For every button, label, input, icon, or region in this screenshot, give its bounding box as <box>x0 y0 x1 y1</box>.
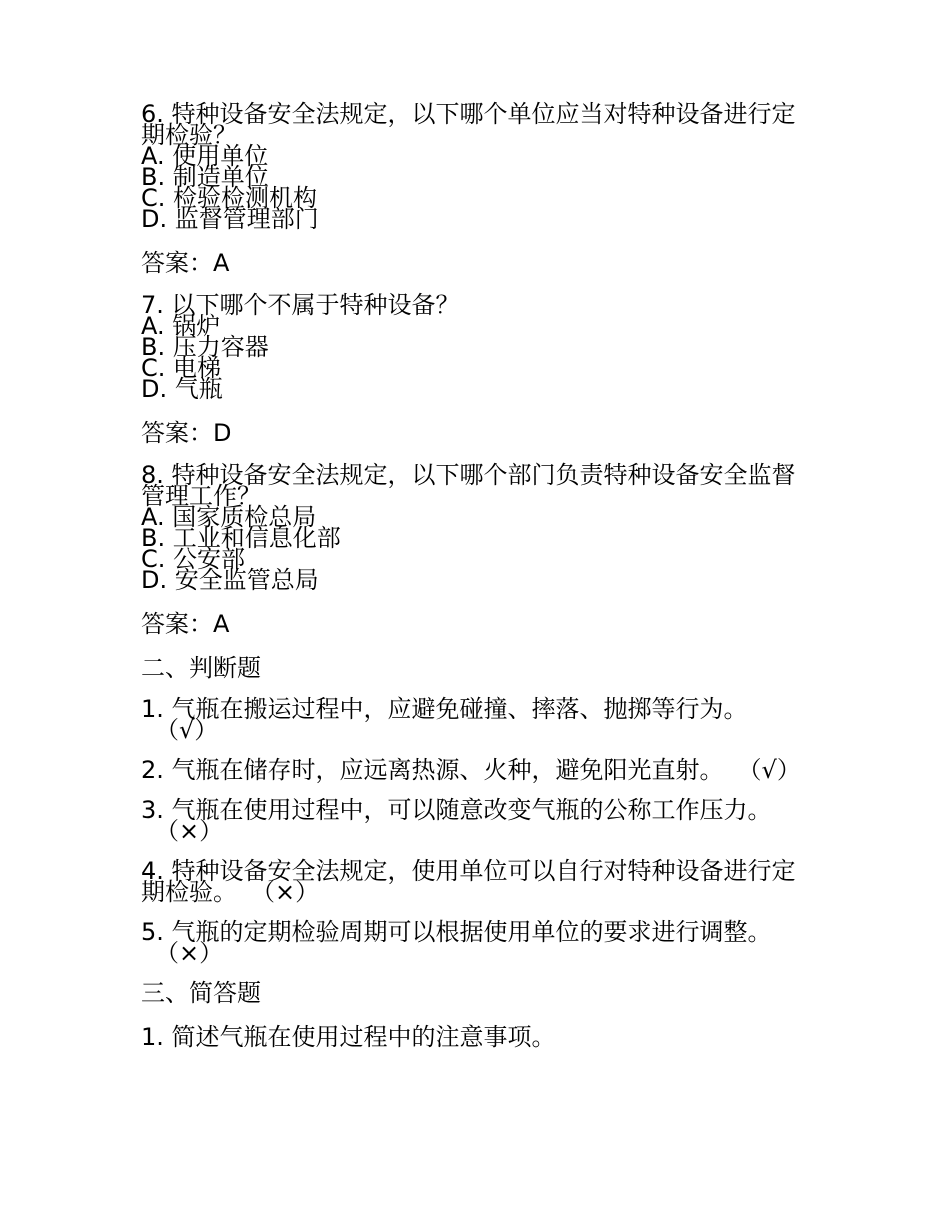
section-heading-true-false: 二、判断题 <box>141 654 261 682</box>
tf-mark: （×） <box>155 817 224 845</box>
tf-text: 2. 气瓶在储存时，应远离热源、火种，避免阳光直射。 <box>141 756 724 784</box>
tf-mark: （×） <box>251 878 320 906</box>
true-false-list <box>141 695 801 967</box>
tf-question-3 <box>141 796 801 845</box>
option-b: B. 制造单位 <box>141 163 269 191</box>
choice-question-6 <box>141 100 801 278</box>
answer-text: 答案：A <box>141 249 230 277</box>
option-b: B. 工业和信息化部 <box>141 524 341 552</box>
tf-text: 3. 气瓶在使用过程中，可以随意改变气瓶的公称工作压力。 <box>141 796 772 824</box>
tf-mark: （×） <box>155 939 224 967</box>
tf-text: 5. 气瓶的定期检验周期可以根据使用单位的要求进行调整。 <box>141 918 772 946</box>
tf-text: 1. 气瓶在搬运过程中，应避免碰撞、摔落、抛掷等行为。 <box>141 695 748 723</box>
tf-question-5 <box>141 918 801 967</box>
tf-question-1 <box>141 695 801 744</box>
answer-text: 答案：D <box>141 419 232 447</box>
option-c: C. 公安部 <box>141 545 246 573</box>
tf-question-2 <box>141 756 801 784</box>
choice-question-8 <box>141 461 801 639</box>
option-b: B. 压力容器 <box>141 333 269 361</box>
tf-question-4 <box>141 857 801 906</box>
short-answer-question-1: 1. 简述气瓶在使用过程中的注意事项。 <box>141 1023 556 1051</box>
document-page <box>141 100 801 1052</box>
question-text: 6. 特种设备安全法规定，以下哪个单位应当对特种设备进行定期检验？ <box>141 100 796 149</box>
tf-mark: （√） <box>737 756 801 784</box>
option-c: C. 检验检测机构 <box>141 184 318 212</box>
tf-text: 4. 特种设备安全法规定，使用单位可以自行对特种设备进行定期检验。 <box>141 857 796 906</box>
section-heading-short-answer: 三、简答题 <box>141 979 261 1007</box>
option-d: D. 监督管理部门 <box>141 205 319 233</box>
question-text: 7. 以下哪个不属于特种设备？ <box>141 291 460 319</box>
option-d: D. 气瓶 <box>141 375 223 403</box>
option-c: C. 电梯 <box>141 354 222 382</box>
choice-question-7 <box>141 291 801 448</box>
option-a: A. 国家质检总局 <box>141 503 317 531</box>
answer-text: 答案：A <box>141 610 230 638</box>
question-text: 8. 特种设备安全法规定，以下哪个部门负责特种设备安全监督管理工作？ <box>141 461 796 510</box>
tf-mark: （√） <box>155 716 219 744</box>
option-d: D. 安全监管总局 <box>141 566 319 594</box>
option-a: A. 锅炉 <box>141 312 221 340</box>
option-a: A. 使用单位 <box>141 142 269 170</box>
